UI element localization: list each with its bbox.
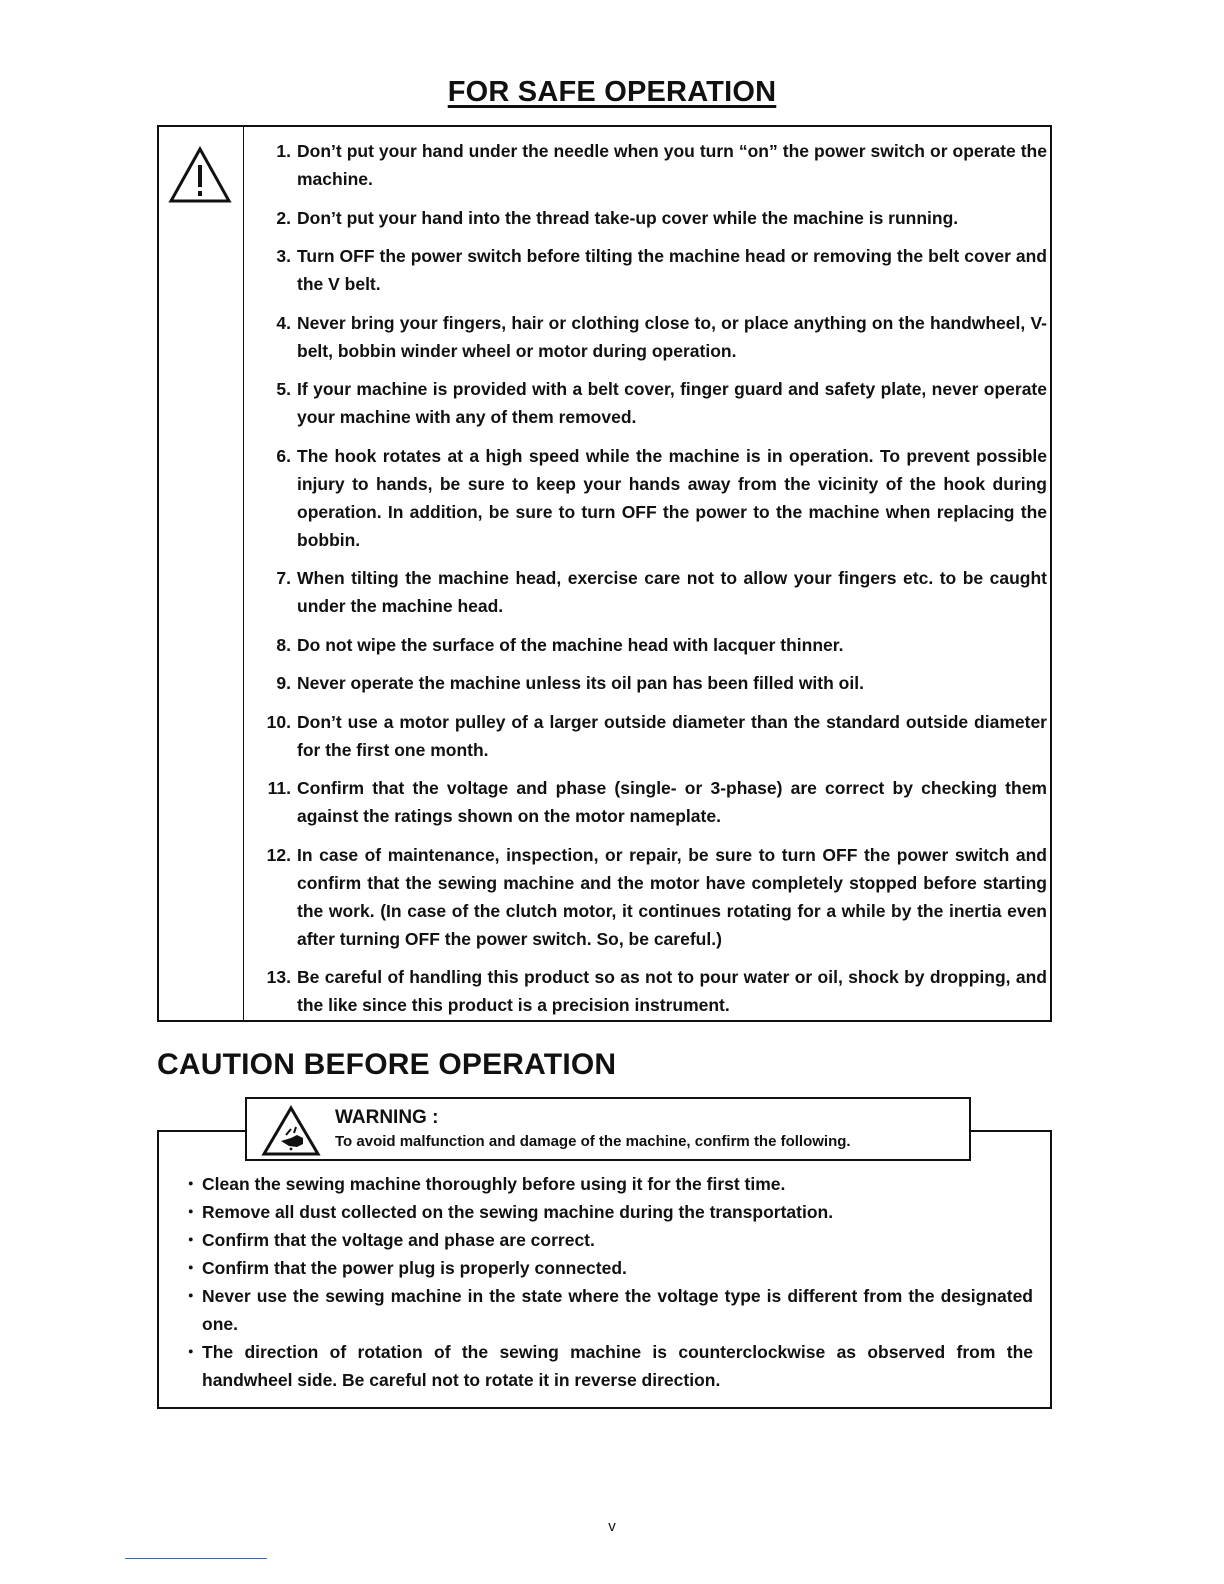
safety-item-number: 8. [276,634,291,655]
safety-item-text: Turn OFF the power switch before tilting the machine head or removing the belt cover and the V belt. [297,246,1047,294]
safety-item-text: If your machine is provided with a belt cover, finger guard and safety plate, never operate your machine with any of them removed. [297,379,1047,427]
page-number: v [608,1518,616,1535]
safety-item-text: Confirm that the voltage and phase (single- or 3-phase) are correct by checking them against the ratings shown on the motor nameplate. [297,778,1047,826]
safety-icon-column [159,127,244,1020]
safety-item [255,708,1047,764]
bullet: ・ [182,1174,200,1194]
safety-item [255,631,1047,659]
safety-item-text: Do not wipe the surface of the machine head with lacquer thinner. [297,634,844,655]
safety-item [255,669,1047,697]
warning-triangle-icon [167,145,233,205]
safety-item-number: 4. [276,312,291,333]
caution-item-text: The direction of rotation of the sewing machine is counterclockwise as observed from the handwheel side. Be careful not to rotate it in reverse direction. [202,1342,1033,1390]
safe-operation-list [255,137,1047,1030]
caution-item-text: Clean the sewing machine thoroughly before using it for the first time. [202,1174,786,1194]
caution-list [180,1170,1033,1394]
safety-item-number: 6. [276,445,291,466]
safety-item-text: When tilting the machine head, exercise care not to allow your fingers etc. to be caught under the machine head. [297,568,1047,616]
safety-item [255,242,1047,298]
safety-item-number: 10. [266,711,291,732]
safety-item-number: 11. [267,778,291,798]
caution-item-text: Never use the sewing machine in the state where the voltage type is different from the designated one. [202,1286,1033,1334]
caution-item-text: Remove all dust collected on the sewing machine during the transportation. [202,1202,834,1222]
caution-item [180,1226,1033,1254]
page-title: FOR SAFE OPERATION [447,76,777,108]
safety-item-number: 2. [276,207,291,228]
caution-item [180,1198,1033,1226]
safety-item [255,442,1047,554]
safety-item-text: Never bring your fingers, hair or clothing close to, or place anything on the handwheel, V-belt, bobbin winder wheel or motor during operation. [297,312,1047,361]
safety-item-number: 5. [276,379,291,399]
safety-item-number: 1. [276,141,291,161]
bullet: ・ [182,1202,200,1222]
safety-item [255,309,1047,365]
safety-item-text: Don’t put your hand under the needle when you turn “on” the power switch or operate the machine. [297,141,1047,189]
safety-item-number: 3. [276,246,291,266]
caution-item [180,1338,1033,1394]
safety-item [255,774,1047,830]
caution-item [180,1254,1033,1282]
caution-item [180,1170,1033,1198]
warning-label: WARNING : [335,1107,439,1128]
hand-hazard-triangle-icon [261,1105,321,1157]
bullet: ・ [182,1286,200,1306]
safety-item [255,375,1047,431]
safety-item-text: The hook rotates at a high speed while the machine is in operation. To prevent possible injury to hands, be sure to keep your hands away from the vicinity of the hook during operation. In addition, be sure to turn OFF the power to the machine when replacing the bobbin. [297,445,1047,550]
safety-item-text: Be careful of handling this product so as not to pour water or oil, shock by dropping, and the like since this product is a precision instrument. [297,967,1047,1015]
caution-item-text: Confirm that the power plug is properly connected. [202,1258,627,1278]
safety-item-number: 7. [276,568,291,588]
caution-item-text: Confirm that the voltage and phase are correct. [202,1230,595,1250]
safety-item-number: 12. [266,844,291,865]
safety-item [255,841,1047,953]
footer-rule [125,1558,267,1559]
safety-item-text: Don’t put your hand into the thread take-up cover while the machine is running. [297,207,959,228]
safety-item-text: In case of maintenance, inspection, or repair, be sure to turn OFF the power switch and confirm that the sewing machine and the motor have completely stopped before starting the work. (In case of the clutch motor, it continues rotating for a while by the inertia even after turning OFF the power switch. So, be careful.) [297,844,1047,949]
safety-item-text: Never operate the machine unless its oil pan has been filled with oil. [297,673,864,693]
bullet: ・ [182,1342,200,1362]
bullet: ・ [182,1258,200,1278]
safety-item [255,204,1047,232]
safety-item-number: 13. [266,967,291,987]
safety-item [255,564,1047,620]
caution-title: CAUTION BEFORE OPERATION [157,1048,617,1081]
safety-item [255,963,1047,1019]
safe-operation-box [157,125,1052,1022]
warning-text: To avoid malfunction and damage of the machine, confirm the following. [335,1133,851,1150]
safety-item-text: Don’t use a motor pulley of a larger outside diameter than the standard outside diameter for the first one month. [297,711,1047,760]
bullet: ・ [182,1230,200,1250]
safety-item [255,137,1047,193]
warning-box [245,1097,971,1161]
safety-item-number: 9. [276,673,291,693]
caution-item [180,1282,1033,1338]
